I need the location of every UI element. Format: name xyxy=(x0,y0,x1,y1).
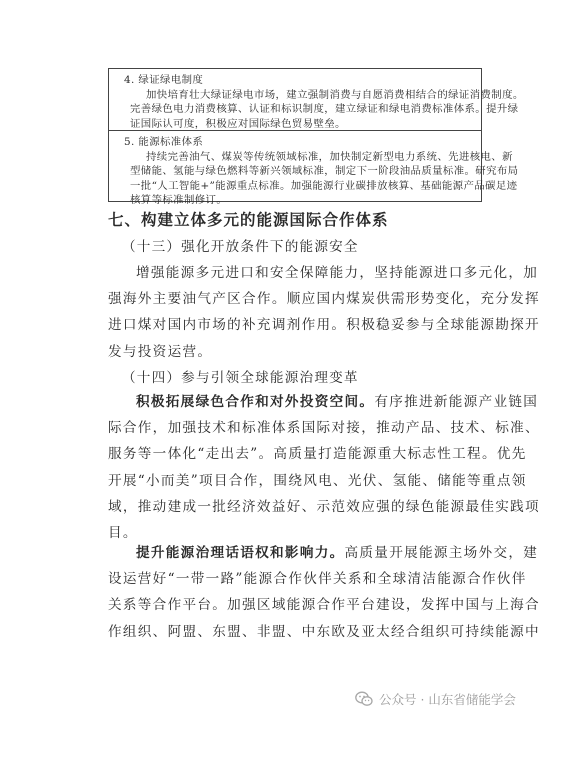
box-section-title: 4. 绿证绿电制度 xyxy=(124,74,204,86)
wechat-icon xyxy=(355,691,373,707)
paragraph-14b xyxy=(108,540,540,645)
box-line: 一批“人工智能+”能源重点标准。加强能源行业碳排放核算、基础能源产品碳足迹 xyxy=(130,179,518,192)
paragraph-line: 服务等一体化“走出去”。高质量打造能源重大标志性工程。优先 xyxy=(108,446,527,463)
box-line: 型储能、氢能与绿色燃料等新兴领域标准，制定下一阶段油品质量标准。研究布局 xyxy=(130,165,519,178)
paragraph-line: 域，推动建成一批经济效益好、示范效应强的绿色能源最佳实践项 xyxy=(108,498,540,515)
paragraph-line xyxy=(108,540,539,566)
paragraph-line: 进口煤对国内市场的补充调剂作用。积极稳妥参与全球能源勘探开 xyxy=(108,317,540,334)
box-line: 加快培育壮大绿证绿电市场，建立强制消费与自愿消费相结合的绿证消费制度。 xyxy=(146,88,524,101)
paragraph-line: 目。 xyxy=(108,525,138,542)
section-heading: 七、构建立体多元的能源国际合作体系 xyxy=(108,211,389,229)
paragraph-lead: 提升能源治理话语权和影响力。 xyxy=(136,545,345,561)
subsection-heading-14: （十四）参与引领全球能源治理变革 xyxy=(122,370,359,386)
box-section-title: 5. 能源标准体系 xyxy=(124,136,204,148)
paragraph-text: 高质量开展能源主场外交，建 xyxy=(344,545,539,561)
box-line: 持续完善油气、煤炭等传统领域标准，加快制定新型电力系统、先进核电、新 xyxy=(146,150,513,163)
policy-box xyxy=(108,68,524,207)
box-line: 核算等标准制修订。 xyxy=(130,194,228,207)
paragraph-line: 作组织、阿盟、东盟、非盟、中东欧及亚太经合组织可持续能源中 xyxy=(108,623,540,640)
paragraph-line: 际合作，加强技术和标准体系国际对接，推动产品、技术、标准、 xyxy=(108,420,540,437)
paragraph-line: 强海外主要油气产区合作。顺应国内煤炭供需形势变化，充分发挥 xyxy=(108,291,540,308)
paragraph-line: 开展“小而美”项目合作，围绕风电、光伏、氢能、储能等重点领 xyxy=(108,472,527,489)
paragraph-line: 设运营好“一带一路”能源合作伙伴关系和全球清洁能源合作伙伴 xyxy=(108,571,527,588)
paragraph-14a xyxy=(108,389,540,546)
paragraph-13 xyxy=(108,260,540,365)
subsection-heading-13: （十三）强化开放条件下的能源安全 xyxy=(122,239,359,255)
paragraph-lead: 积极拓展绿色合作和对外投资空间。 xyxy=(136,394,375,410)
paragraph-line: 发与投资运营。 xyxy=(108,343,213,360)
box-line: 完善绿色电力消费核算、认证和标识制度，建立绿证和绿电消费标准体系。提升绿 xyxy=(130,103,519,116)
paragraph-line xyxy=(108,389,539,415)
box-section-body xyxy=(114,150,519,208)
box-section-energy-standards xyxy=(109,131,519,207)
watermark xyxy=(355,690,516,708)
box-section-body xyxy=(114,88,524,132)
paragraph-line: 关系等合作平台。加强区域能源合作平台建设，发挥中国与上海合 xyxy=(108,597,540,614)
watermark-text: 公众号 · 山东省储能学会 xyxy=(379,692,516,707)
paragraph-line: 增强能源多元进口和安全保障能力，坚持能源进口多元化，加 xyxy=(136,265,539,281)
box-section-green-certificate xyxy=(109,69,524,131)
box-line: 证国际认可度，积极应对国际绿色贸易壁垒。 xyxy=(130,117,346,130)
paragraph-text: 有序推进新能源产业链国 xyxy=(374,394,539,410)
